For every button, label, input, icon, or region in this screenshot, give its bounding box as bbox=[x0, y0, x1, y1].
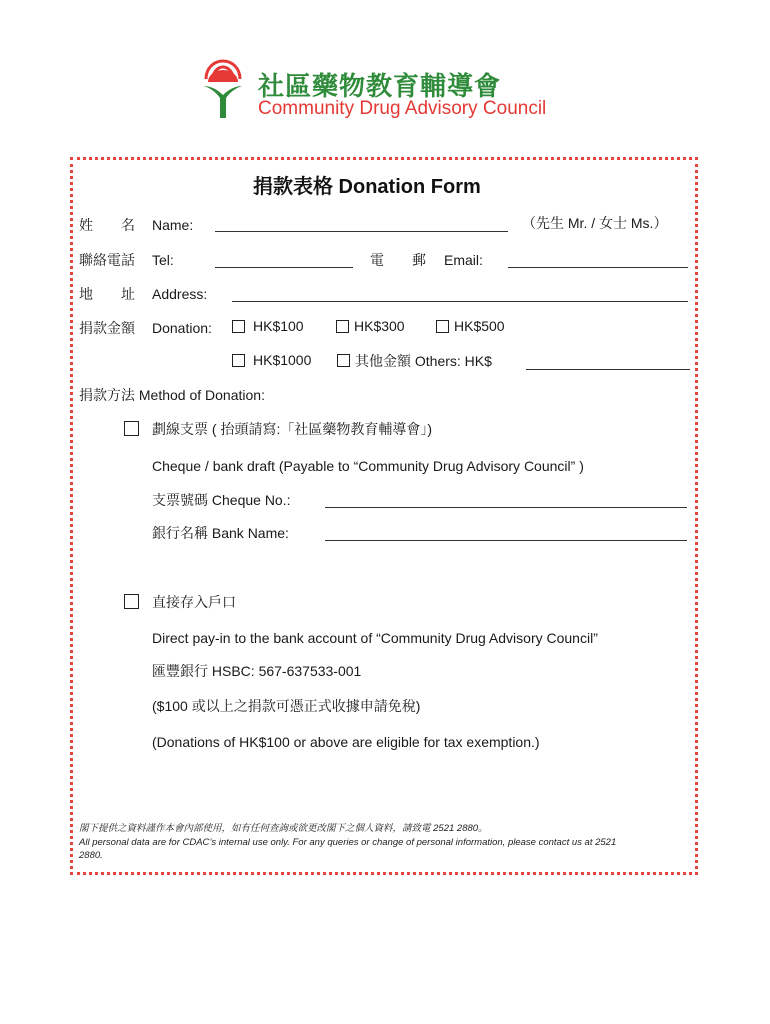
donation-1000-label: HK$1000 bbox=[253, 352, 312, 368]
cheque-no-label: 支票號碼 Cheque No.: bbox=[152, 492, 291, 508]
bank-account: 匯豐銀行 HSBC: 567-637533-001 bbox=[152, 663, 362, 679]
direct-title-zh: 直接存入戶口 bbox=[152, 594, 236, 610]
direct-payin-checkbox[interactable] bbox=[124, 594, 139, 609]
tel-label-zh: 聯絡電話 bbox=[79, 252, 135, 268]
method-heading: 捐款方法 Method of Donation: bbox=[79, 387, 265, 403]
name-field[interactable] bbox=[215, 231, 508, 232]
donation-100-checkbox[interactable] bbox=[232, 320, 245, 333]
donation-100-label: HK$100 bbox=[253, 318, 304, 334]
tax-note-zh: ($100 或以上之捐款可憑正式收據申請免稅) bbox=[152, 698, 421, 714]
direct-title-en: Direct pay-in to the bank account of “Community Drug Advisory Council” bbox=[152, 630, 598, 646]
tel-field[interactable] bbox=[215, 267, 353, 268]
donation-other-checkbox[interactable] bbox=[337, 354, 350, 367]
bank-name-field[interactable] bbox=[325, 540, 687, 541]
donation-500-checkbox[interactable] bbox=[436, 320, 449, 333]
donation-label-en: Donation: bbox=[152, 320, 212, 336]
tax-note-en: (Donations of HK$100 or above are eligible for tax exemption.) bbox=[152, 734, 540, 750]
bank-name-label: 銀行名稱 Bank Name: bbox=[152, 525, 289, 541]
email-label-zh: 電 郵 bbox=[370, 252, 426, 268]
donation-300-checkbox[interactable] bbox=[336, 320, 349, 333]
cheque-checkbox[interactable] bbox=[124, 421, 139, 436]
donation-1000-checkbox[interactable] bbox=[232, 354, 245, 367]
donation-other-label: 其他金額 Others: HK$ bbox=[355, 353, 492, 369]
form-title: 捐款表格 Donation Form bbox=[253, 176, 481, 198]
logo-name-en: Community Drug Advisory Council bbox=[258, 98, 547, 119]
address-field[interactable] bbox=[232, 301, 688, 302]
tel-label-en: Tel: bbox=[152, 252, 174, 268]
name-label-zh: 姓 名 bbox=[79, 217, 135, 233]
cheque-title-en: Cheque / bank draft (Payable to “Community Drug Advisory Council” ) bbox=[152, 458, 584, 474]
logo-icon bbox=[200, 58, 246, 120]
salutation-label: （先生 Mr. / 女士 Ms.） bbox=[522, 215, 668, 231]
donation-500-label: HK$500 bbox=[454, 318, 505, 334]
logo-name-zh: 社區藥物教育輔導會 bbox=[258, 71, 502, 101]
email-label-en: Email: bbox=[444, 252, 483, 268]
cheque-no-field[interactable] bbox=[325, 507, 687, 508]
address-label-en: Address: bbox=[152, 286, 208, 302]
privacy-note-en: All personal data are for CDAC’s internal use only. For any queries or change of personal information, please contact us at 2521 2880. bbox=[79, 837, 617, 861]
cheque-title-zh: 劃線支票 ( 抬頭請寫:「社區藥物教育輔導會」) bbox=[152, 421, 432, 437]
donation-label-zh: 捐款金額 bbox=[79, 320, 135, 336]
donation-300-label: HK$300 bbox=[354, 318, 405, 334]
name-label-en: Name: bbox=[152, 217, 194, 233]
donation-other-amount-field[interactable] bbox=[526, 369, 690, 370]
address-label-zh: 地 址 bbox=[79, 286, 135, 302]
privacy-note-zh: 閣下提供之資料謹作本會內部使用，如有任何查詢或欲更改閣下之個人資料，請致電 2521 2880。 bbox=[79, 823, 488, 834]
email-field[interactable] bbox=[508, 267, 688, 268]
